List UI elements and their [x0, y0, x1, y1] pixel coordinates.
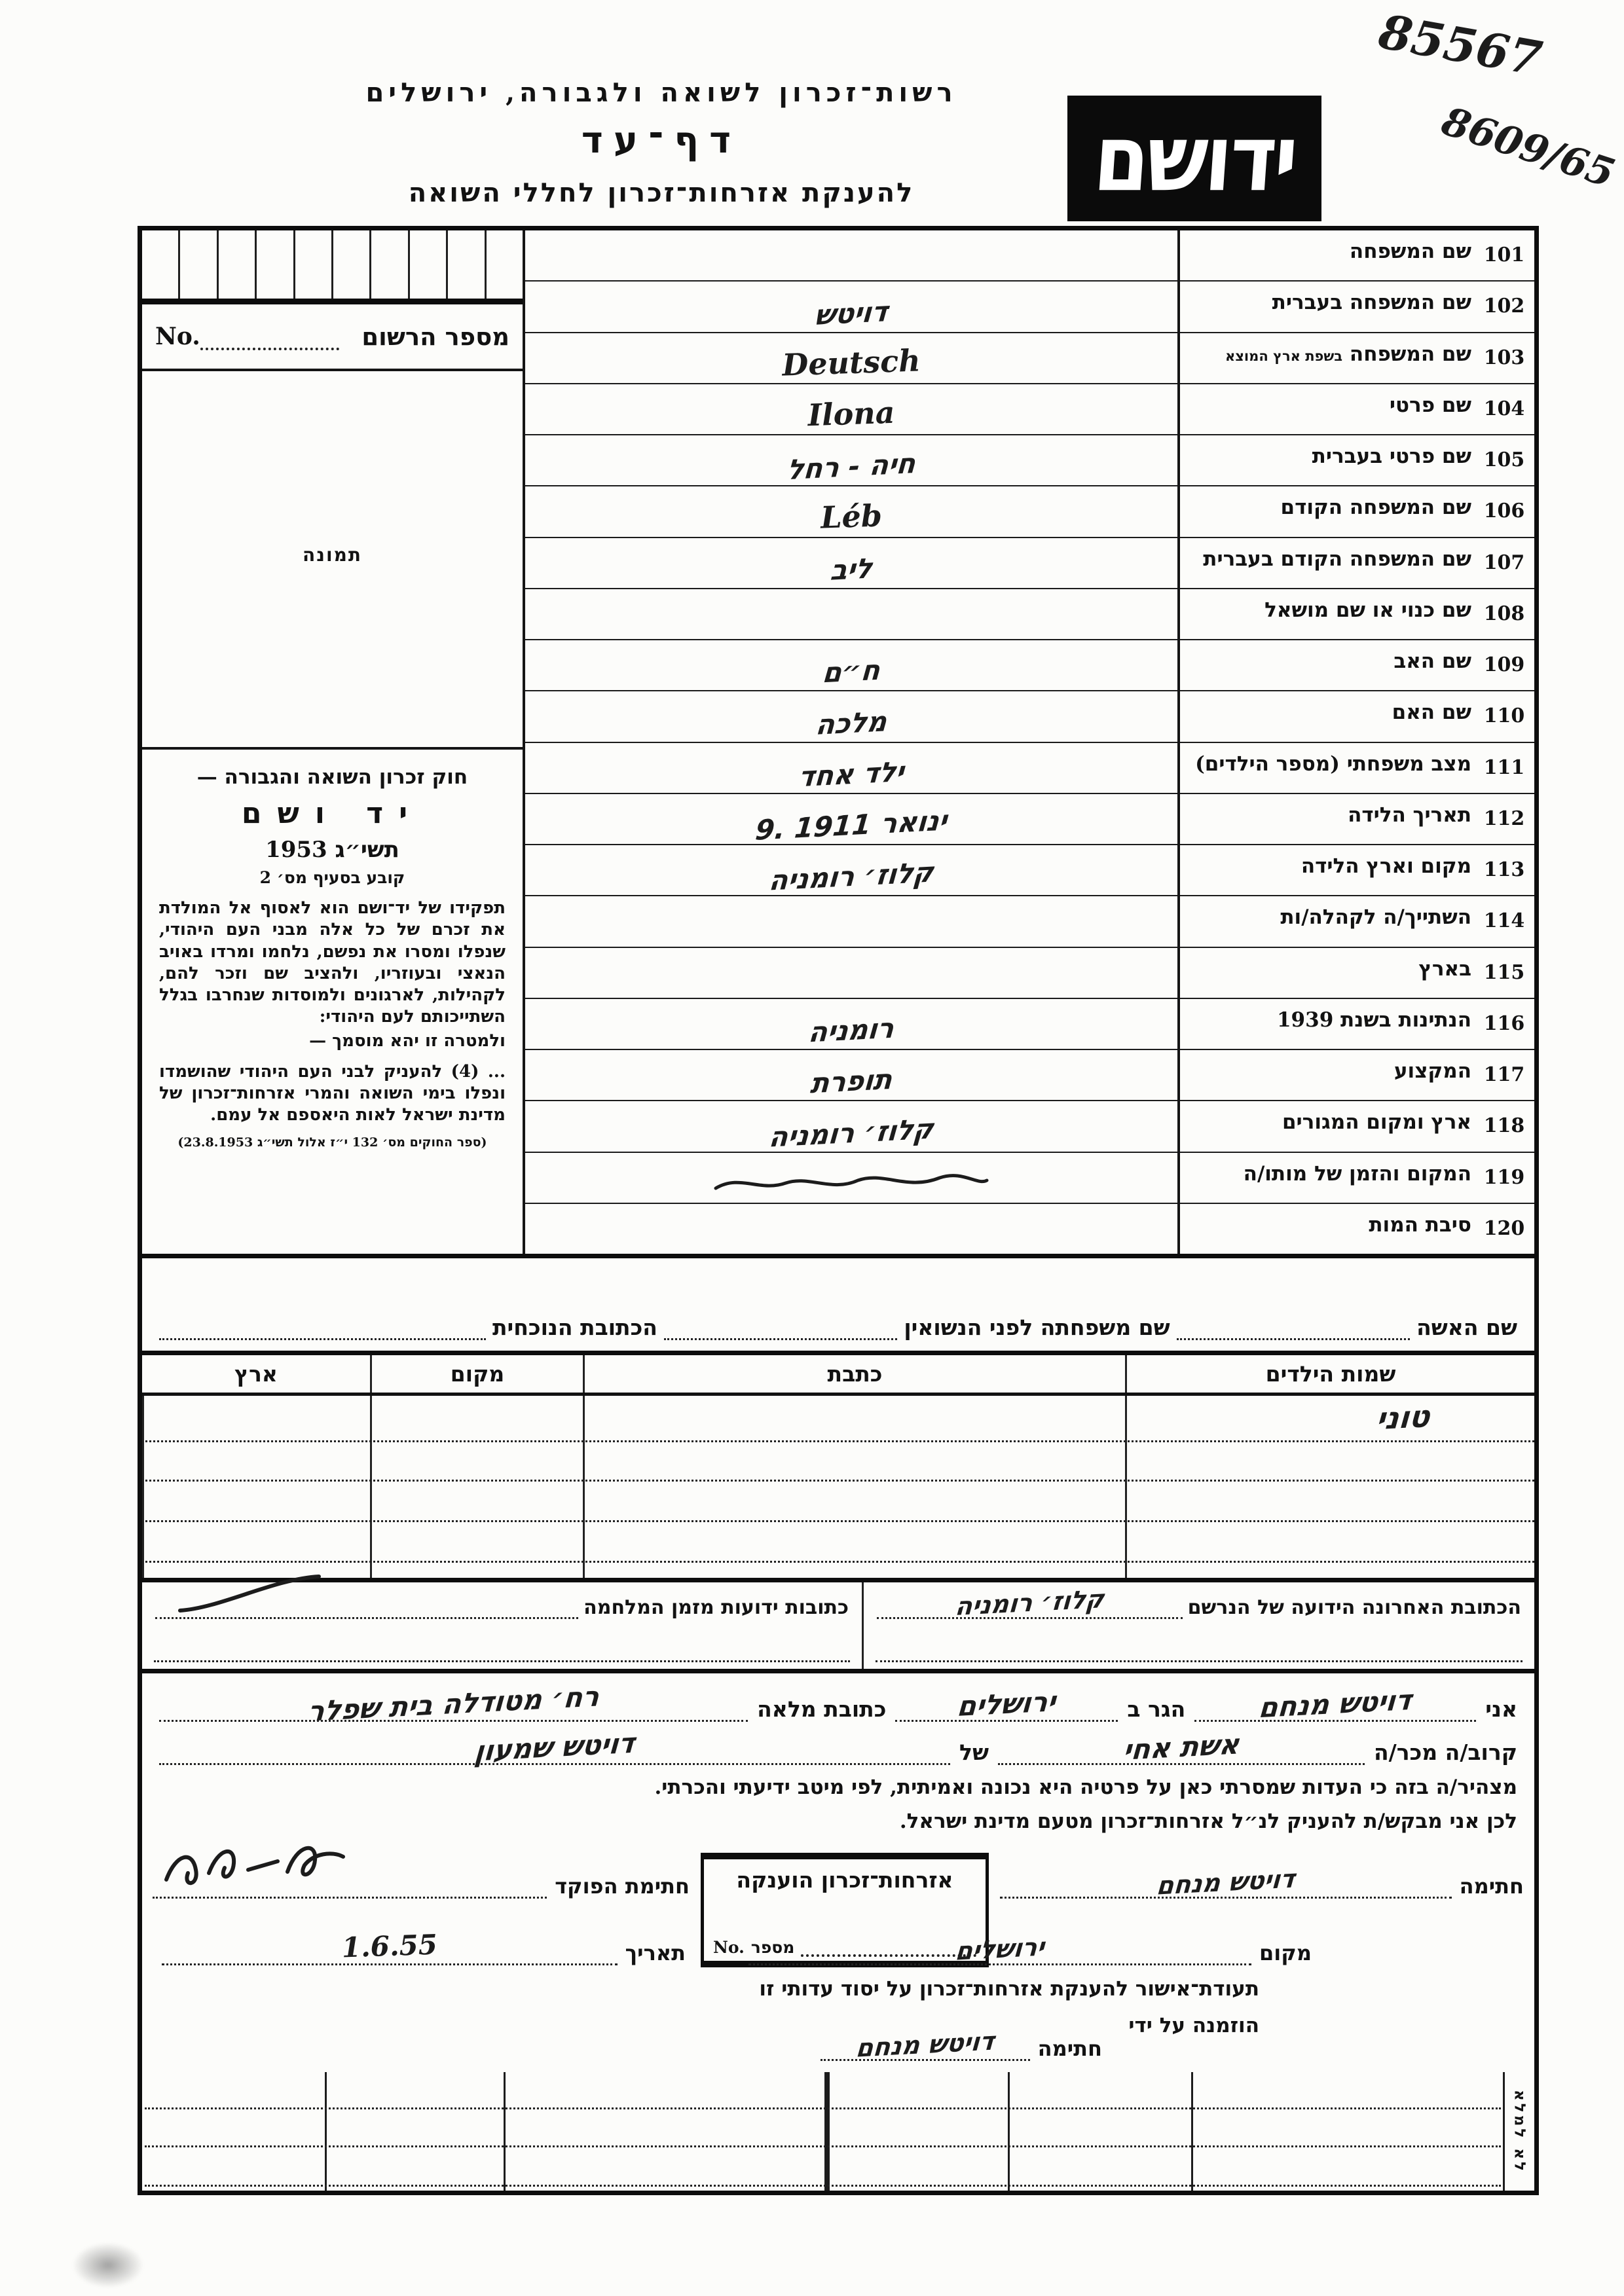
current-address-label: הכתובת הנוכחית [492, 1315, 657, 1340]
field-label: שם האם [1392, 701, 1471, 725]
left-panel [142, 230, 523, 1254]
field-label: שם המשפחה [1349, 342, 1471, 366]
field-value-handwriting: Ilona [807, 394, 896, 433]
field-value-row [525, 948, 1177, 999]
maiden-name-blank [664, 1314, 897, 1340]
grid-row-line [145, 2107, 1501, 2109]
field-label: שם פרטי בעברית [1312, 445, 1471, 468]
field-label-row [1180, 999, 1534, 1050]
request-statement: לכן אני מבקש/ת להעניק לנ״ל אזרחות־זכרון מטעם מדינת ישראל. [899, 1810, 1517, 1833]
last-known-address-blank [877, 1584, 1183, 1622]
field-number: 103 [1483, 346, 1525, 369]
law-section: קובע בסעיף מס׳ 2 [259, 868, 405, 887]
field-value-handwriting: חיה - רחל [785, 446, 917, 486]
resides-label: הגר ב [1127, 1696, 1186, 1722]
field-number: 105 [1483, 448, 1525, 471]
children-address-column [583, 1396, 1125, 1578]
children-table-header [142, 1355, 1534, 1396]
blank-line [154, 1660, 850, 1662]
grid-cell [325, 2072, 504, 2191]
field-value-row [525, 1101, 1177, 1152]
place-handwriting: ירושלים [954, 1932, 1046, 1966]
field-value-row [525, 333, 1177, 384]
wartime-addresses-label: כתובות ידועות מזמן המלחמה [583, 1596, 849, 1619]
field-label: המקצוע [1393, 1059, 1471, 1083]
field-value-handwriting: תופרת [809, 1063, 894, 1100]
grid-cell [142, 2072, 325, 2191]
field-value-row [525, 1204, 1177, 1254]
registered-number-row [142, 304, 523, 371]
pen-stroke-scribble [175, 1570, 345, 1621]
declaration-section [142, 1673, 1534, 1848]
code-box [446, 230, 484, 299]
last-known-address-handwriting: קלוז׳ רומניה [953, 1584, 1105, 1622]
field-label: שם כנוי או שם מושאל [1264, 598, 1471, 622]
field-label: מקום וארץ הלידה [1301, 854, 1471, 878]
field-label: סיבת המות [1369, 1212, 1471, 1237]
field-label: המקום והזמן של מותו/ה [1243, 1161, 1471, 1186]
issued-by-line: הוזמנה על ידי [1128, 2014, 1259, 2037]
field-value-handwriting: קלוז׳ רומניה [767, 856, 935, 897]
children-table [142, 1355, 1534, 1582]
law-title: חוק זכרון השואה והגבורה — [196, 765, 468, 789]
children-place-header: מקום [370, 1355, 583, 1393]
wartime-addresses-cell [142, 1582, 862, 1669]
code-box [369, 230, 407, 299]
fields-section [142, 230, 1534, 1258]
field-label-row [1180, 589, 1534, 640]
field-value-row [525, 743, 1177, 794]
signature2-handwriting: דויטש מנחם [855, 2026, 996, 2063]
wife-name-blank [1177, 1314, 1410, 1340]
field-number: 115 [1483, 960, 1525, 984]
field-value-handwriting: 9. ינואר 1911 [754, 804, 949, 847]
victim-relation-name-handwriting: דויטש שמעון [473, 1726, 637, 1768]
grid-cell [504, 2072, 824, 2191]
field-label-row [1180, 640, 1534, 691]
photo-label: תמונה [303, 544, 362, 566]
wife-line [142, 1258, 1534, 1355]
field-number: 120 [1483, 1216, 1525, 1240]
photo-box [142, 371, 523, 750]
law-yad-vashem: יד ושם [241, 797, 424, 830]
stamp-no-label: No. [713, 1938, 745, 1957]
grid-side-label-cell [1503, 2072, 1534, 2191]
date-label: תאריך [625, 1941, 686, 1965]
scan-smudge [72, 2242, 144, 2288]
witness-city-handwriting: ירושלים [956, 1685, 1058, 1723]
field-label-row [1180, 896, 1534, 947]
grid-cell [824, 2072, 1008, 2191]
registered-number-label: מספר הרשום [361, 322, 509, 351]
field-value-row [525, 794, 1177, 845]
code-box [331, 230, 369, 299]
field-number: 108 [1483, 602, 1525, 625]
children-row-line [142, 1561, 1534, 1563]
field-label-row [1180, 486, 1534, 538]
field-label: שם המשפחה [1349, 240, 1471, 263]
grid-row-line [145, 2145, 1501, 2147]
children-row-line [142, 1480, 1534, 1482]
field-number: 113 [1483, 858, 1525, 881]
field-value-handwriting: קלוז׳ רומניה [767, 1112, 935, 1154]
code-box [255, 230, 293, 299]
yad-vashem-logo: ידושם [1067, 96, 1321, 221]
field-number: 118 [1483, 1114, 1525, 1138]
field-value-handwriting: דויטש [813, 295, 889, 331]
field-number: 112 [1483, 807, 1525, 830]
grid-side-label: לא למלא [1511, 2089, 1528, 2174]
field-value-row [525, 691, 1177, 742]
field-value-row [525, 1050, 1177, 1101]
field-value-row [525, 230, 1177, 282]
field-value-row [525, 845, 1177, 896]
wife-name-label: שם האשה [1416, 1315, 1517, 1340]
law-paragraph-2: ולמטרה זו יהא מוסמך — [309, 1030, 506, 1051]
date-handwriting: 1.6.55 [341, 1928, 438, 1964]
field-number: 102 [1483, 295, 1525, 318]
field-label: שם המשפחה הקודם בעברית [1203, 547, 1471, 571]
form-body [138, 226, 1539, 2195]
field-number: 107 [1483, 551, 1525, 574]
grid-cell [1191, 2072, 1503, 2191]
form-title: דף־עד [581, 118, 742, 162]
field-label: שם האב [1393, 649, 1471, 673]
field-label-row [1180, 435, 1534, 486]
field-value-handwriting: Léb [820, 497, 883, 536]
signature2-label: חתימה [1037, 2036, 1102, 2061]
handwritten-file-number: 8609/65 [1436, 98, 1621, 197]
last-known-address-label: הכתובת האחרונה הידועה של הנרשם [1187, 1596, 1521, 1619]
field-label: מצב משפחתי (מספר הילדים) [1195, 752, 1471, 776]
wartime-addresses-blank [155, 1590, 578, 1619]
field-label-row [1180, 691, 1534, 742]
field-value-row [525, 1153, 1177, 1204]
field-value-row [525, 640, 1177, 691]
field-value-row [525, 999, 1177, 1050]
field-value-handwriting: רומניה [807, 1011, 896, 1049]
field-label-small: בשפת ארץ המוצא [1225, 347, 1343, 364]
witness-name-blank [1194, 1683, 1476, 1724]
field-number: 111 [1483, 756, 1525, 779]
form-header [282, 77, 1041, 208]
current-address-blank [159, 1314, 486, 1340]
field-label-row [1180, 230, 1534, 282]
grid-row-line [145, 2185, 1501, 2187]
field-label-row [1180, 948, 1534, 999]
field-label: ארץ ומקום המגורים [1282, 1110, 1471, 1135]
children-row-line [142, 1520, 1534, 1522]
children-table-body [142, 1396, 1534, 1578]
law-footnote: (ספר החוקים מס׳ 132 י״ז אלול תשי״ג 23.8.1953) [177, 1135, 487, 1150]
children-place-column [370, 1396, 583, 1578]
victim-relation-name-blank [159, 1726, 950, 1768]
office-use-grid [142, 2072, 1534, 2191]
signature-handwriting: דויטש מנחם [1155, 1864, 1297, 1901]
field-number: 106 [1483, 500, 1525, 523]
organization-line: רשות־זכרון לשואה ולגבורה, ירושלים [365, 77, 957, 108]
field-label: שם המשפחה בעברית [1272, 291, 1471, 315]
declaration-statement: מצהיר/ה בזה כי העדות שמסרתי כאן על פרטיה היא נכונה ואמיתית, לפי מיטב ידיעתי והכרתי. [654, 1776, 1517, 1799]
field-value-row [525, 538, 1177, 589]
field-label-row [1180, 845, 1534, 896]
certificate-line: תעודת־אישור להענקת אזרחות־זכרון על יסוד עדותי זו [759, 1977, 1259, 2001]
law-paragraph-1: תפקידו של יד־ושם הוא לאסוף אל המולדת את זכרם של כל אלה מבני העם היהודי, שנפלו ומסרו את נפשם, נלחמו ומרדו באויב הנאצי ובעוזריו, ולהציב שם וזכר להם, לקהילות, לארגונים ולמוסדות שנחרבו בגלל השתייכותם לעם היהודי: [159, 898, 506, 1027]
date-blank [162, 1928, 618, 1965]
code-box [142, 230, 178, 299]
field-label-row [1180, 1101, 1534, 1152]
clerk-signature-label: חתימת הפוקד [555, 1874, 690, 1899]
field-label-row [1180, 333, 1534, 384]
signature2-blank [821, 2026, 1030, 2063]
law-text-box [142, 750, 523, 1254]
field-labels-column [1177, 230, 1534, 1254]
signature-section [142, 1848, 1534, 2072]
signature-blank [1000, 1864, 1452, 1901]
children-names-column [1125, 1396, 1534, 1578]
relation-handwriting: אשת אחי [1122, 1728, 1241, 1766]
code-boxes-strip [142, 230, 523, 304]
field-number: 116 [1483, 1011, 1525, 1035]
code-box [293, 230, 331, 299]
children-country-column [142, 1396, 370, 1578]
field-number: 101 [1483, 244, 1525, 266]
illegible-scribble [525, 1169, 1177, 1199]
field-label: תאריך הלידה [1348, 803, 1471, 827]
place-label: מקום [1259, 1941, 1312, 1965]
field-value-handwriting: ליב [829, 551, 874, 587]
field-value-row [525, 384, 1177, 435]
blank-line [876, 1660, 1522, 1662]
code-box [178, 230, 216, 299]
witness-address-blank [159, 1680, 748, 1728]
code-box [408, 230, 446, 299]
field-label-row [1180, 1204, 1534, 1254]
field-value-row [525, 282, 1177, 333]
field-label: שם המשפחה הקודם [1280, 496, 1471, 520]
witness-address-handwriting: רח׳ מטודלה בית שפלר [306, 1680, 601, 1728]
i-label: אני [1485, 1696, 1517, 1722]
witness-name-handwriting: דויטש מנחם [1257, 1683, 1414, 1724]
field-values-column [523, 230, 1177, 1254]
field-number: 110 [1483, 704, 1525, 728]
children-address-header: כתבת [583, 1355, 1125, 1393]
no-label: No. [155, 323, 200, 350]
handwritten-registration-number: 85567 [1375, 3, 1546, 87]
relation-blank [998, 1728, 1365, 1766]
stamp-title: אזרחות־זכרון הוענקה [736, 1867, 953, 1893]
signature-label: חתימה [1459, 1874, 1524, 1899]
field-value-row [525, 435, 1177, 486]
of-label: של [959, 1740, 989, 1765]
field-number: 114 [1483, 909, 1525, 933]
field-number: 104 [1483, 397, 1525, 420]
grid-cell [1008, 2072, 1191, 2191]
field-number: 109 [1483, 653, 1525, 676]
field-label-row [1180, 794, 1534, 845]
place-blank [748, 1932, 1251, 1966]
last-address-section [142, 1582, 1534, 1673]
code-box [485, 230, 523, 299]
field-label-row [1180, 743, 1534, 794]
clerk-signature-scribble [157, 1834, 353, 1898]
children-row-line [142, 1440, 1534, 1442]
relative-label: קרוב/ה מכר/ה [1374, 1740, 1517, 1765]
field-value-row [525, 589, 1177, 640]
field-value-row [525, 896, 1177, 947]
field-value-handwriting: ח״ם [821, 653, 882, 689]
field-number: 117 [1483, 1063, 1525, 1086]
field-label: הנתינות בשנת 1939 [1276, 1008, 1471, 1032]
field-value-handwriting: מלכה [814, 704, 889, 741]
children-country-header: ארץ [234, 1361, 278, 1387]
children-names-header: שמות הילדים [1125, 1355, 1534, 1393]
field-label: בארץ [1418, 957, 1471, 981]
law-paragraph-3: ... (4) להעניק לבני העם היהודי שהושמדו ונפלו בימי השואה והמרי אזרחות־זכרון של מדינת ישראל לאות היאספם אל עמם. [159, 1061, 506, 1125]
field-value-handwriting: Deutsch [781, 342, 921, 383]
field-label-row [1180, 1153, 1534, 1204]
stamp-number-label: מספר [750, 1938, 795, 1957]
last-known-address-cell [862, 1582, 1534, 1669]
field-label-row [1180, 1050, 1534, 1101]
child-name-handwriting: טוני [1375, 1398, 1431, 1437]
field-label: שם פרטי [1389, 393, 1471, 417]
registered-number-blank [200, 331, 340, 350]
clerk-signature-blank [153, 1870, 547, 1899]
field-label: השתייך/ה לקהלה/ות [1280, 905, 1471, 930]
field-label-row [1180, 282, 1534, 333]
field-label-row [1180, 384, 1534, 435]
code-box [217, 230, 255, 299]
field-value-row [525, 486, 1177, 538]
field-label-row [1180, 538, 1534, 589]
form-subtitle: להענקת אזרחות־זכרון לחללי השואה [408, 177, 915, 208]
full-address-label: כתובת מלאה [757, 1696, 887, 1722]
maiden-name-label: שם משפחתה לפני הנשואין [904, 1315, 1170, 1340]
field-value-handwriting: ילד אחד [797, 755, 906, 793]
field-number: 119 [1483, 1165, 1525, 1189]
law-year: תשי״ג 1953 [265, 837, 399, 863]
